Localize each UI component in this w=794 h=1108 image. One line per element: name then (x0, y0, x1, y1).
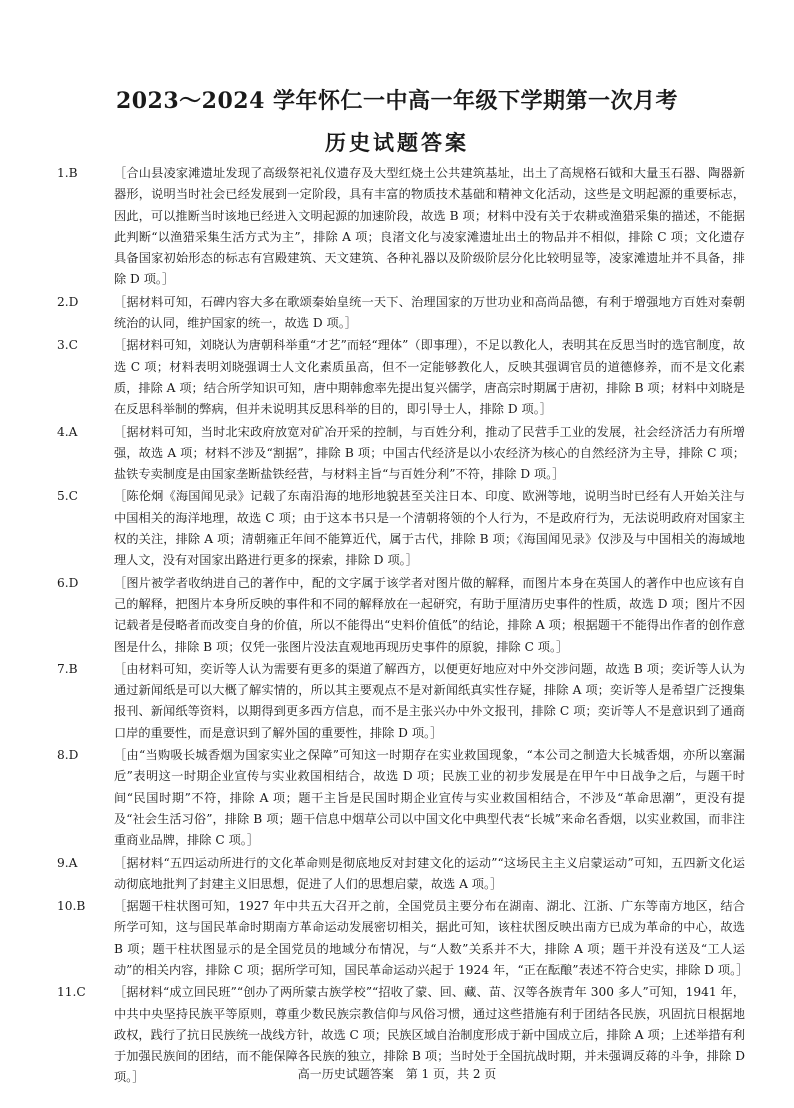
answer-number: 9.A (57, 855, 78, 870)
answer-item (57, 659, 745, 744)
answer-explanation: ［据材料“五四运动所进行的文化革命则是彻底地反对封建文化的运动”“这场民主主义启蒙运动”可知，五四新文化运动彻底地批判了封建主义旧思想，促进了人们的思想启蒙，故选 A 项。］ (114, 855, 745, 891)
answer-number: 3.C (57, 338, 78, 353)
answer-item (57, 292, 745, 335)
answer-item (57, 896, 749, 981)
answer-item (57, 422, 745, 486)
page-footer: 高一历史试题答案 第 1 页，共 2 页 (297, 1067, 497, 1081)
answer-number: 2.D (57, 294, 79, 309)
answer-number: 6.D (57, 575, 79, 590)
answer-number: 11.C (57, 985, 86, 1000)
answer-explanation: ［据材料可知，石碑内容大多在歌颂秦始皇统一天下、治理国家的万世功业和高尚品德，有利于增强地方百姓对秦朝统治的认同，维护国家的统一，故选 D 项。］ (114, 294, 745, 331)
answer-explanation: ［据材料可知，刘晓认为唐朝科举重“才艺”而轻“理体”（即事理），不足以教化人，表明其在反思当时的选官制度，故选 C 项；材料表明刘晓强调士人文化素质虽高，但不一定能够教化人，反映其强调官员的道德修养，而不是文化素质，排除 A 项；结合所学知识可知，唐中期韩愈率先提出复兴儒学，唐高宗时期属于唐初，排除 B 项；材料中刘晓是在反思科举制的弊病，但并未说明其反思科举的目的，即引导士人，排除 D 项。］ (114, 338, 745, 417)
answer-explanation: ［据材料可知，当时北宋政府放宽对矿冶开采的控制，与百姓分利，推动了民营手工业的发展，社会经济活力有所增强，故选 A 项；材料不涉及“割据”，排除 B 项；中国古代经济是以小农经济为核心的自然经济为主导，排除 C 项；盐铁专卖制度是由国家垄断盐铁经营，与材料主旨“与百姓分利”不符，排除 D 项。］ (114, 424, 745, 482)
answer-explanation: ［陈伦炯《海国闻见录》记载了东南沿海的地形地貌甚至关注日本、印度、欧洲等地，说明当时已经有人开始关注与中国相关的海洋地理，故选 C 项；由于这本书只是一个清朝将领的个人行为，不是政府行为，无法说明政府对国家主权的关注，排除 A 项；清朝雍正年间不能算近代，属于古代，排除 B 项；《海国闻见录》仅涉及与中国相关的海域地理人文，没有对国家出路进行更多的探索，排除 D 项。］ (114, 489, 745, 568)
answer-item (57, 573, 745, 658)
answer-number: 4.A (57, 424, 78, 439)
answer-number: 8.D (57, 748, 79, 763)
answer-explanation: ［据题干柱状图可知，1927 年中共五大召开之前，全国党员主要分布在湖南、湖北、江浙、广东等南方地区，结合所学可知，这与国民革命时期南方革命运动发展密切相关，据此可知，该柱状图反映出南方已成为革命的中心，故选 B 项；题干柱状图显示的是全国党员的地域分布情况，与“人数”关系并不大，排除 A 项；题干并没有送及“工人运动”的相关内容，排除 C 项；据所学可知，国民革命运动兴起于 1924 年，“正在酝酿”表述不符合史实，排除 D 项。］ (114, 899, 749, 977)
answer-explanation: ［由“当购吸长城香烟为国家实业之保障”可知这一时期存在实业救国现象，“本公司之制造大长城香烟，亦所以塞漏卮”表明这一时期企业宣传与实业救国相结合，故选 D 项；民族工业的初步发展是在甲午中日战争之后，与题干时间“民国时期”不符，排除 A 项；题干主旨是民国时期企业宣传与实业救国相结合，不涉及“革命思潮”，更没有提及“社会生活习俗”，排除 B 项；题干信息中烟草公司以中国文化中典型代表“长城”来命名香烟，以实业救国，而非注重商业品牌，排除 C 项。］ (114, 748, 745, 848)
answer-list (57, 163, 749, 1090)
answer-item (57, 853, 745, 896)
answer-number: 1.B (57, 166, 78, 180)
answer-number: 10.B (57, 899, 86, 914)
page-title: 2023～2024 学年怀仁一中高一年级下学期第一次月考 (115, 88, 679, 114)
answer-number: 7.B (57, 661, 78, 676)
answer-item (57, 745, 745, 851)
answer-explanation: ［合山县凌家滩遗址发现了高级祭祀礼仪遗存及大型红烧土公共建筑基址，出土了高规格石钺和大量玉石器、陶器新器形，说明当时社会已经发展到一定阶段，具有丰富的物质技术基础和精神文化活动，这些是文明起源的重要标志，因此，可以推断当时该地已经进入文明起源的加速阶段，故选 B 项；材料中没有关于农耕或渔猎采集的描述，不能据此判断“以渔猎采集生活方式为主”，排除 A 项；良渚文化与凌家滩遗址出土的物品并不相似，排除 C 项；文化遗存具备国家初始形态的标志有宫殿建筑、天文建筑、各种礼器以及阶级阶层分化比较明显等，凌家滩遗址并不具备，排除 D 项。］ (114, 166, 745, 287)
answer-item (57, 163, 745, 291)
page-subtitle: 历史试题答案 (325, 130, 469, 155)
answer-explanation: ［图片被学者收纳进自己的著作中，配的文字属于该学者对图片做的解释，而图片本身在英国人的著作中也应该有自己的解释，把图片本身所反映的事件和不同的解释放在一起研究，有助于厘清历史事件的性质，故选 D 项；图片不因记载者是侵略者而改变自身的价值，所以不能得出“史料价值低”的结论，排除 A 项；根据题干不能得出作者的创作意图是什么，排除 B 项；仅凭一张图片没法直观地再现历史事件的原貌，排除 C 项。］ (114, 575, 745, 654)
answer-item (57, 335, 745, 420)
answer-explanation: ［由材料可知，奕䜣等人认为需要有更多的渠道了解西方，以便更好地应对中外交涉问题，故选 B 项；奕䜣等人认为通过新闻纸是可以大概了解实情的，所以其主要观点不是对新闻纸真实性存疑，排除 A 项；奕䜣等人是希望广泛搜集报刊、新闻纸等资料，以期得到更多西方信息，而不是主张兴办中外文报刊，排除 C 项；奕䜣等人不是意识到了通商口岸的重要性，而是意识到了解外国的重要性，排除 D 项。］ (114, 661, 745, 740)
answer-explanation: ［据材料“成立回民班”“创办了两所蒙古族学校”“招收了蒙、回、藏、苗、汉等各族青年 300 多人”可知，1941 年，中共中央坚持民族平等原则，尊重少数民族宗教信仰与风俗习惯，通过这些措施有利于团结各民族，巩固抗日根据地政权，践行了抗日民族统一战线方针，故选 C 项；民族区域自治制度形成于新中国成立后，排除 A 项；上述举措有利于加强民族间的团结，而不能保障各民族的独立，排除 B 项；当时处于全国抗战时期，并未强调反蒋的斗争，排除 D 项。］ (114, 985, 745, 1085)
answer-item (57, 486, 745, 571)
answer-number: 5.C (57, 489, 78, 504)
